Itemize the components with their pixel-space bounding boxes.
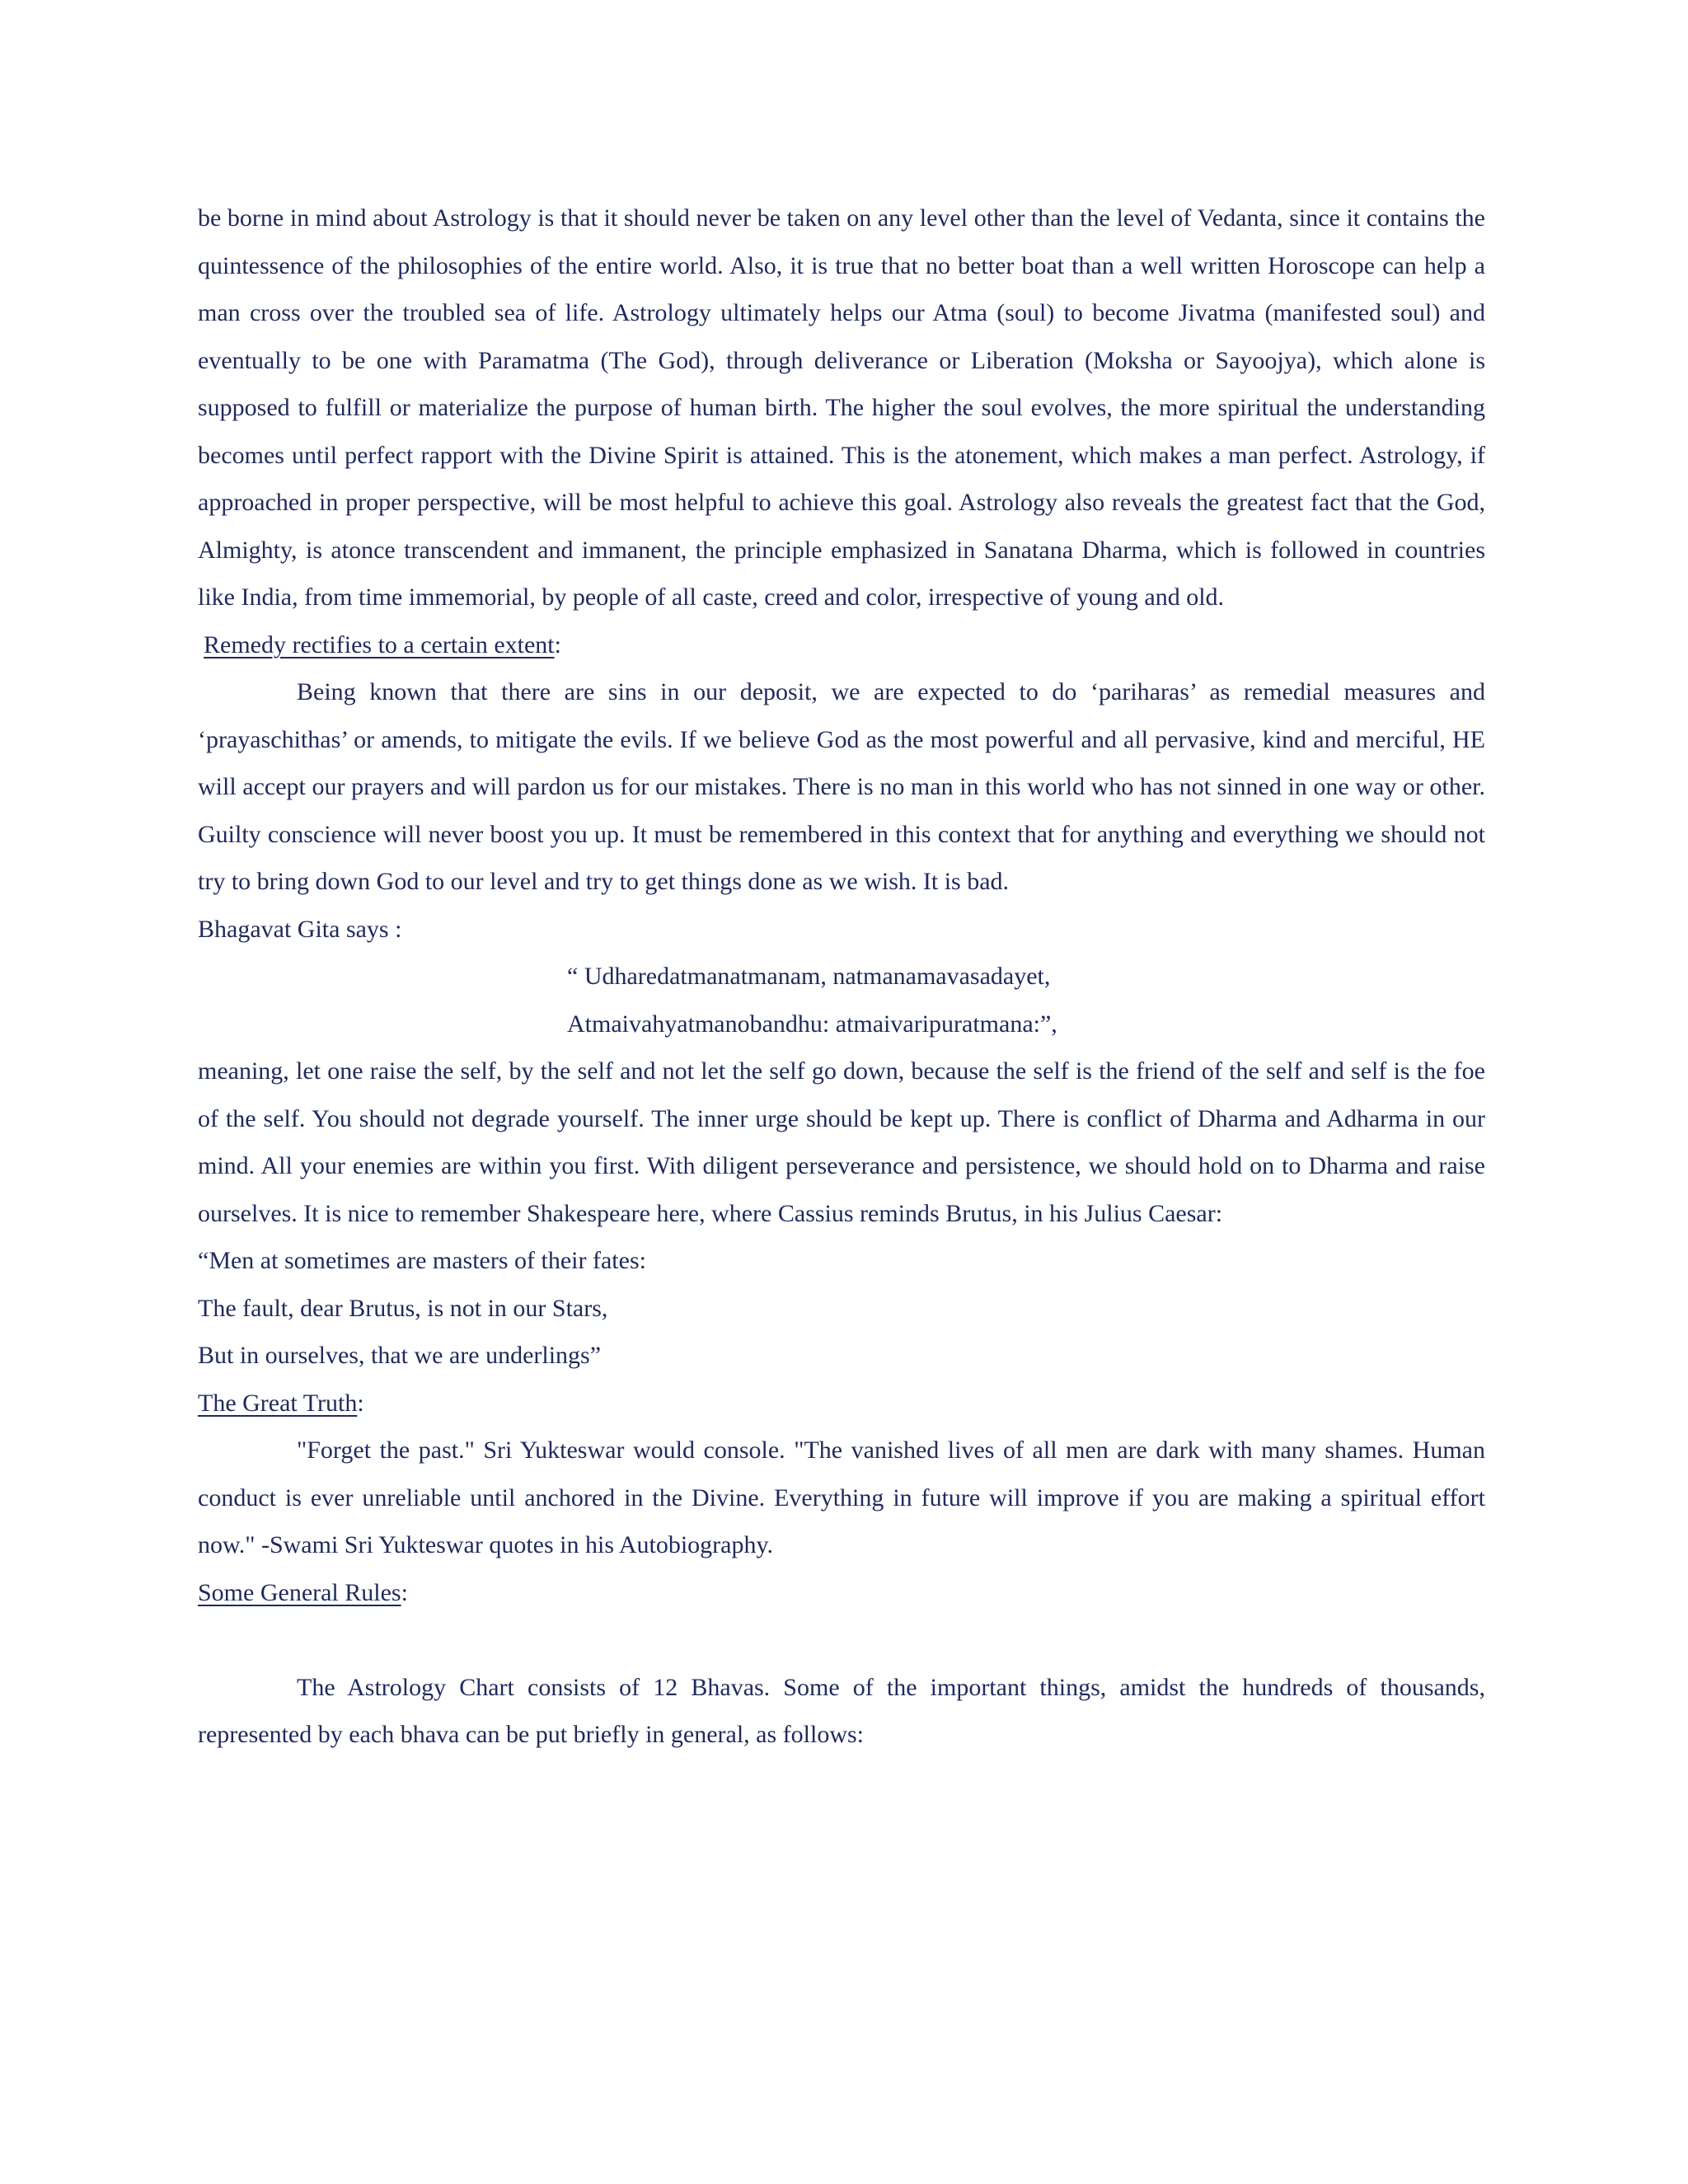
truth-heading-text: The Great Truth bbox=[198, 1389, 358, 1417]
truth-paragraph: "Forget the past." Sri Yukteswar would console. "The vanished lives of all men are dark with many shames. Human conduct is ever unreliable until anchored in the Divine. Everything in future will improve if you are making a spiritual effort now." -Swami Sri Yukteswar quotes in his Autobiography. bbox=[198, 1436, 1485, 1558]
remedy-heading-text: Remedy rectifies to a certain extent bbox=[204, 630, 555, 658]
meaning-paragraph: meaning, let one raise the self, by the self and not let the self go down, because the self is the friend of the self and self is the foe of the self. You should not degrade yourself. The inner urge should be kept up. There is conflict of Dharma and Adharma in our mind. All your enemies are within you first. With diligent perseverance and persistence, we should hold on to Dharma and raise ourselves. It is nice to remember Shakespeare here, where Cassius reminds Brutus, in his Julius Caesar: bbox=[198, 1057, 1485, 1227]
remedy-paragraph: Being known that there are sins in our deposit, we are expected to do ‘pariharas’ as remedial measures and ‘prayaschithas’ or amends, to mitigate the evils. If we believe God as the most powerful and all pervasive, kind and merciful, HE will accept our prayers and will pardon us for our mistakes. There is no man in this world who has not sinned in one way or other. Guilty conscience will never boost you up. It must be remembered in this context that for anything and everything we should not try to bring down God to our level and try to get things done as we wish. It is bad. bbox=[198, 678, 1485, 895]
remedy-heading bbox=[198, 621, 1485, 669]
rules-heading-text: Some General Rules bbox=[198, 1578, 401, 1606]
blank-line bbox=[198, 1616, 1485, 1664]
truth-heading-colon: : bbox=[357, 1389, 364, 1417]
remedy-heading-colon: : bbox=[554, 630, 561, 658]
gita-verse-line-2: Atmaivahyatmanobandhu: atmaivaripuratmana:”, bbox=[567, 1010, 1057, 1038]
rules-paragraph: The Astrology Chart consists of 12 Bhavas. Some of the important things, amidst the hundreds of thousands, represented by each bhava can be put briefly in general, as follows: bbox=[198, 1673, 1485, 1748]
shakespeare-verse-line-3: But in ourselves, that we are underlings” bbox=[198, 1342, 602, 1369]
document-page bbox=[198, 194, 1485, 1759]
rules-heading-colon: : bbox=[401, 1578, 408, 1606]
intro-paragraph: be borne in mind about Astrology is that it should never be taken on any level other than the level of Vedanta, since it contains the quintessence of the philosophies of the entire world. Also, it is true that no better boat than a well written Horoscope can help a man cross over the troubled sea of life. Astrology ultimately helps our Atma (soul) to become Jivatma (manifested soul) and eventually to be one with Paramatma (The God), through deliverance or Liberation (Moksha or Sayoojya), which alone is supposed to fulfill or materialize the purpose of human birth. The higher the soul evolves, the more spiritual the understanding becomes until perfect rapport with the Divine Spirit is attained. This is the atonement, which makes a man perfect. Astrology, if approached in proper perspective, will be most helpful to achieve this goal. Astrology also reveals the greatest fact that the God, Almighty, is atonce transcendent and immanent, the principle emphasized in Sanatana Dharma, which is followed in countries like India, from time immemorial, by people of all caste, creed and color, irrespective of young and old. bbox=[198, 204, 1485, 611]
shakespeare-verse-line-2: The fault, dear Brutus, is not in our Stars, bbox=[198, 1294, 608, 1322]
truth-heading bbox=[198, 1380, 1485, 1427]
gita-verse-line-1: “ Udharedatmanatmanam, natmanamavasadayet, bbox=[567, 963, 1051, 990]
rules-heading bbox=[198, 1569, 1485, 1617]
shakespeare-verse-line-1: “Men at sometimes are masters of their fates: bbox=[198, 1247, 646, 1274]
gita-intro: Bhagavat Gita says : bbox=[198, 915, 402, 943]
